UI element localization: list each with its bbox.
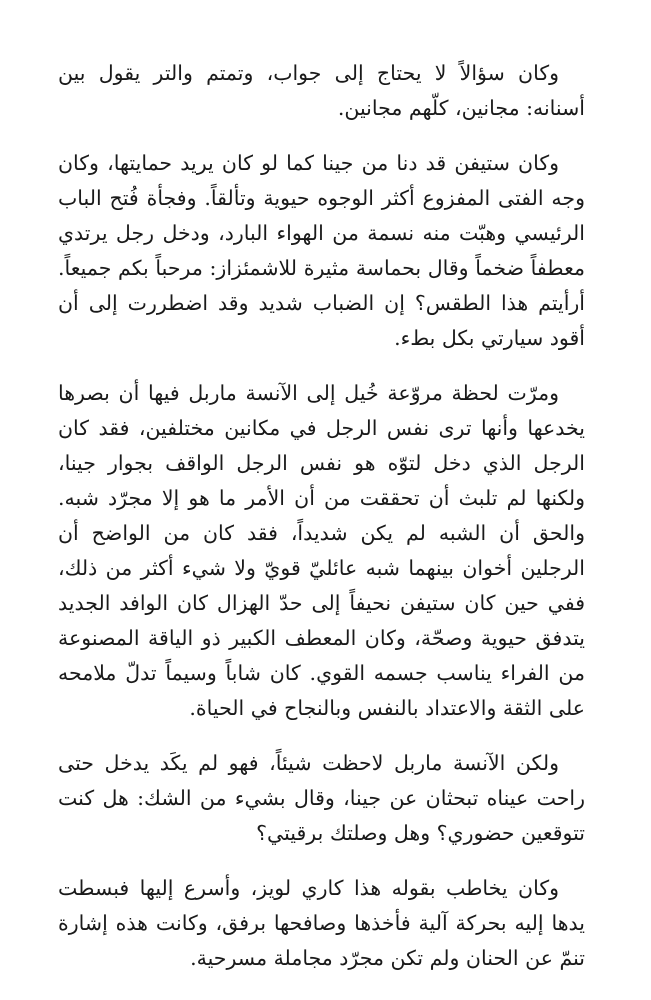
book-page bbox=[58, 56, 585, 976]
paragraph-2: وكان ستيفن قد دنا من جينا كما لو كان يريد حمايتها، وكان وجه الفتى المفزوع أكثر الوجوه حيوية وتألقاً. وفجأة فُتح الباب الرئيسي وهبّت منه نسمة من الهواء البارد، ودخل رجل يرتدي معطفاً ضخماً وقال بحماسة مثيرة للاشمئزاز: مرحباً بكم جميعاً. أرأيتم هذا الطقس؟ إن الضباب شديد وقد اضطررت إلى أن أقود سيارتي بكل بطء. bbox=[58, 151, 585, 350]
paragraph-3: ومرّت لحظة مروّعة خُيل إلى الآنسة ماربل فيها أن بصرها يخدعها وأنها ترى نفس الرجل في مكانين مختلفين، فقد كان الرجل الذي دخل لتوّه هو نفس الرجل الواقف بجوار جينا، ولكنها لم تلبث أن تحققت من أن الأمر ما هو إلا مجرّد شبه. والحق أن الشبه لم يكن شديداً، فقد كان من الواضح أن الرجلين أخوان بينهما شبه عائليّ قويّ ولا شيء أكثر من ذلك، ففي حين كان ستيفن نحيفاً إلى حدّ الهزال كان الوافد الجديد يتدفق حيوية وصحّة، وكان المعطف الكبير ذو الياقة المصنوعة من الفراء يناسب جسمه القوي. كان شاباً وسيماً تدلّ ملامحه على الثقة والاعتداد بالنفس وبالنجاح في الحياة. bbox=[58, 381, 585, 720]
paragraph-4: ولكن الآنسة ماربل لاحظت شيئاً، فهو لم يكَد يدخل حتى راحت عيناه تبحثان عن جينا، وقال بشيء من الشك: هل كنت تتوقعين حضوري؟ وهل وصلتك برقيتي؟ bbox=[58, 751, 585, 845]
paragraph-1: وكان سؤالاً لا يحتاج إلى جواب، وتمتم والتر يقول بين أسنانه: مجانين، كلّهم مجانين. bbox=[58, 61, 585, 120]
paragraph-5: وكان يخاطب بقوله هذا كاري لويز، وأسرع إليها فبسطت يدها إليه بحركة آلية فأخذها وصافحها برفق، وكانت هذه إشارة تنمّ عن الحنان ولم تكن مجرّد مجاملة مسرحية. bbox=[58, 876, 585, 970]
